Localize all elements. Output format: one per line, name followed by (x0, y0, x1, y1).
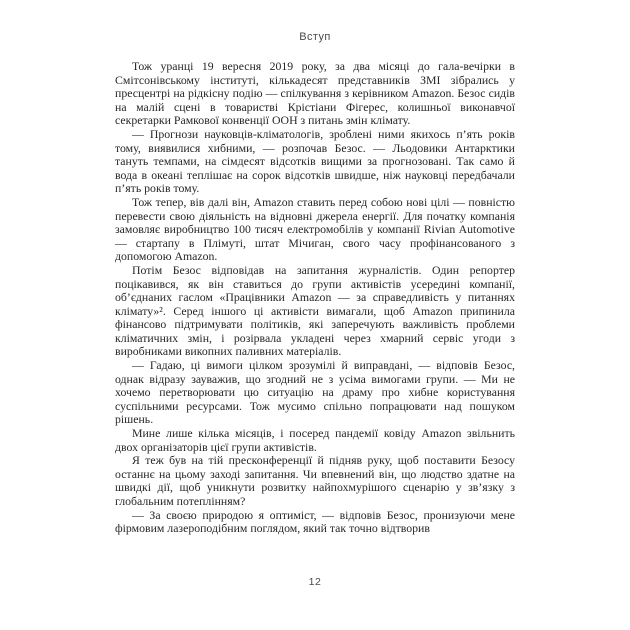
text-block (115, 31, 515, 588)
chapter-header: Вступ (299, 31, 331, 43)
paragraph: — Гадаю, ці вимоги цілком зрозумілі й виправдані, — відповів Безос, однак відразу зауважив, що згодний не з усіма вимогами групи. — Ми не хочемо перетворювати цю ситуацію на драму про хибне користування суспільними ресурсами. Тож мусимо спільно попрацювати над пошуком рішень. (115, 358, 515, 427)
paragraph: Мине лише кілька місяців, і посеред пандемії ковіду Amazon звільнить двох організаторів цієї групи активістів. (115, 426, 515, 454)
paragraph: — За своєю природою я оптиміст, — відповів Безос, пронизуючи мене фірмовим лазероподібним поглядом, який так точно відтворив (115, 507, 515, 536)
paragraph: Потім Безос відповідав на запитання журналістів. Один репортер поцікавився, як він ставиться до групи активістів усередині компанії, об’єднаних гаслом «Працівники Amazon — за справедливість у питаннях клімату»². Серед іншого ці активісти вимагали, щоб Amazon припинила фінансово підтримувати політиків, які заперечують важливість проблеми кліматичних змін, і розірвала укладені через хмарний сервіс угоди з виробниками викопних паливних матеріалів. (115, 262, 515, 359)
body-text (115, 60, 515, 536)
paragraph: Я теж був на тій пресконференції й підняв руку, щоб поставити Безосу останнє на цьому заході запитання. Чи впевнений він, що людство здатне на швидкі дії, щоб уникнути розвитку найпохмурішого сценарію у зв’язку з глобальним потеплінням? (115, 453, 515, 508)
page-number: 12 (308, 576, 322, 588)
paragraph: Тож уранці 19 вересня 2019 року, за два місяці до гала-вечірки в Смітсонівському інституті, кількадесят представників ЗМІ зібрались у пресцентрі на рідкісну подію — спілкування з керівником Amazon. Безос сидів на малій сцені в товаристві Крістіани Фігерес, колишньої виконавчої секретарки Рамкової конвенції ООН з питань змін клімату. (115, 59, 515, 128)
paragraph: — Прогнози науковців-кліматологів, зроблені ними якихось п’ять років тому, виявилися хибними, — розпочав Безос. — Льодовики Антарктики тануть темпами, на сімдесят відсотків вищими за прогнозовані. Так само й вода в океані теплішає на сорок відсотків швидше, ніж науковці передбачали п’ять років тому. (115, 126, 515, 196)
paragraph: Тож тепер, вів далі він, Amazon ставить перед собою нові цілі — повністю перевести свою діяльність на відновні джерела енергії. Для початку компанія замовляє виробництво 100 тисяч електромобілів у компанії Rivian Automotive — стартапу в Плімуті, штат Мічиган, свого часу профінансованого з допомогою Amazon. (115, 194, 515, 264)
